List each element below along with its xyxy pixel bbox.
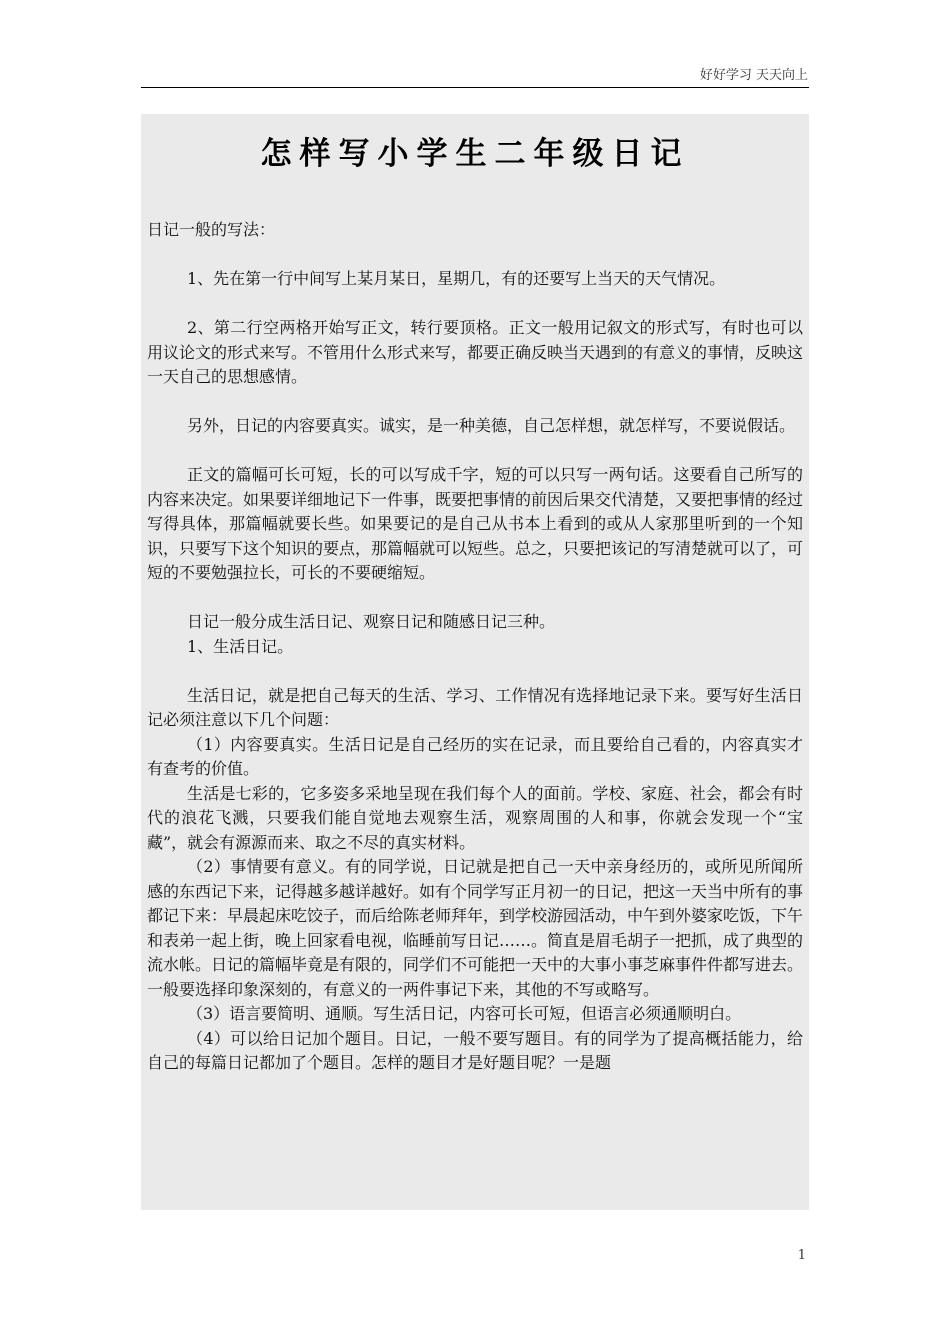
page-content-panel [141, 114, 809, 1210]
paragraph: 1、生活日记。 [187, 636, 294, 656]
header-rule [141, 87, 809, 88]
paragraph: 正文的篇幅可长可短，长的可以写成千字，短的可以只写一两句话。这要看自己所写的内容来决定。如果要详细地记下一件事，既要把事情的前因后果交代清楚，又要把事情的经过写得具体，那篇幅就要长些。如果要记的是自己从书本上看到的或从人家那里听到的一个知识，只要写下这个知识的要点，那篇幅就可以短些。总之，只要把该记的写清楚就可以了，可短的不要勉强拉长，可长的不要硬缩短。 [147, 465, 804, 582]
paragraph: （2）事情要有意义。有的同学说，日记就是把自己一天中亲身经历的，或所见所闻所感的东西记下来，记得越多越详越好。如有个同学写正月初一的日记，把这一天当中所有的事都记下来：早晨起床吃饺子，而后给陈老师拜年，到学校游园活动，中午到外婆家吃饭，下午和表弟一起上街，晚上回家看电视，临睡前写日记……。简直是眉毛胡子一把抓，成了典型的流水帐。日记的篇幅毕竟是有限的，同学们不可能把一天中的大事小事芝麻事件件都写进去。一般要选择印象深刻的，有意义的一两件事记下来，其他的不写或略写。 [147, 857, 804, 999]
document-title: 怎样写小学生二年级日记 [260, 136, 690, 172]
paragraph: 另外，日记的内容要真实。诚实，是一种美德，自己怎样想，就怎样写，不要说假话。 [187, 416, 796, 435]
paragraph: （4）可以给日记加个题目。日记，一般不要写题目。有的同学为了提高概括能力，给自己的每篇日记都加了个题目。怎样的题目才是好题目呢？一是题 [147, 1028, 803, 1072]
paragraph: （1）内容要真实。生活日记是自己经历的实在记录，而且要给自己看的，内容真实才有查考的价值。 [147, 734, 803, 778]
paragraph: 日记一般的写法： [147, 220, 276, 239]
paragraph: 生活是七彩的，它多姿多采地呈现在我们每个人的面前。学校、家庭、社会，都会有时代的浪花飞溅，只要我们能自觉地去观察生活，观察周围的人和事，你就会发现一个“宝藏”，就会有源源而来、取之不尽的真实材料。 [147, 783, 803, 852]
page-number: 1 [797, 1248, 806, 1263]
paragraph: （3）语言要简明、通顺。写生活日记，内容可长可短，但语言必须通顺明白。 [187, 1004, 742, 1023]
paragraph: 日记一般分成生活日记、观察日记和随感日记三种。 [187, 612, 556, 631]
document-body [147, 218, 803, 1076]
paragraph: 1、先在第一行中间写上某月某日，星期几，有的还要写上当天的天气情况。 [187, 269, 726, 288]
running-header: 好好学习 天天向上 [699, 68, 808, 83]
paragraph: 生活日记，就是把自己每天的生活、学习、工作情况有选择地记录下来。要写好生活日记必须注意以下几个问题： [147, 685, 803, 729]
paragraph: 2、第二行空两格开始写正文，转行要顶格。正文一般用记叙文的形式写，有时也可以用议论文的形式来写。不管用什么形式来写，都要正确反映当天遇到的有意义的事情，反映这一天自己的思想感情。 [147, 318, 804, 386]
